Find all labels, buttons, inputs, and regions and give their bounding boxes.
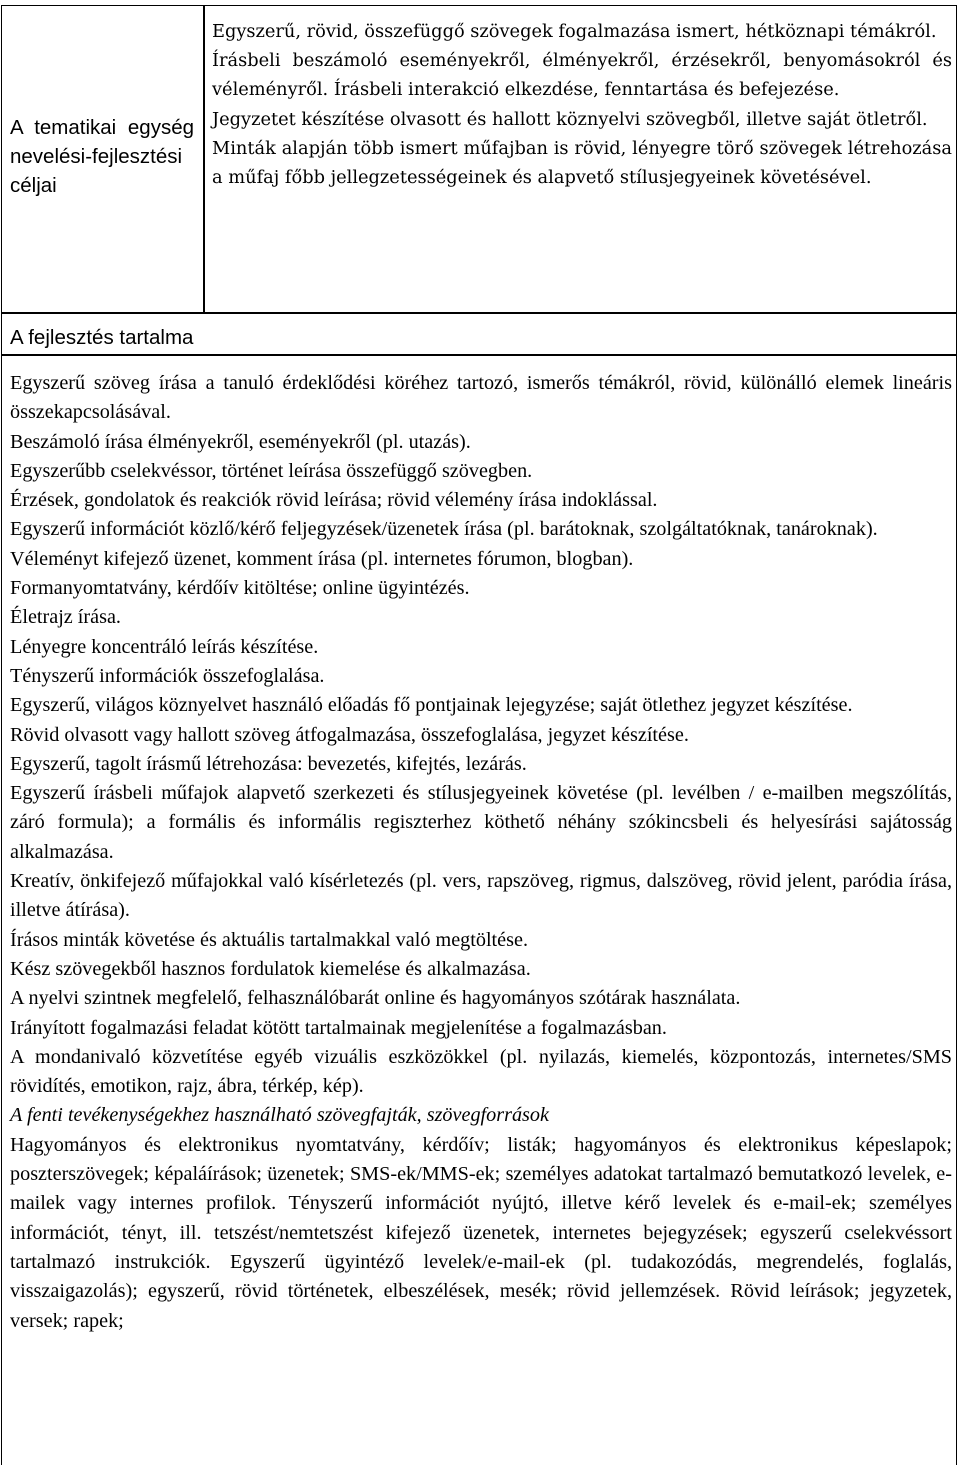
content-cell bbox=[10, 369, 952, 1336]
content-item: Egyszerű írásbeli műfajok alapvető szerkezeti és stílusjegyeinek követése (pl. levélben / e-mailben megszólítás, záró formula); a formális és informális regiszterhez köthető néhány szókincsbeli és helyesírási sajátosság alkalmazása. bbox=[10, 782, 952, 863]
content-item: Tényszerű információk összefoglalása. bbox=[10, 664, 325, 687]
goal-item: Minták alapján több ismert műfajban is rövid, lényegre törő szövegek létrehozása a műfaj főbb jellegzetességeinek és alapvető stílusjegyeinek követésével. bbox=[212, 137, 952, 189]
content-item: Irányított fogalmazási feladat kötött tartalmainak megjelenítése a fogalmazásban. bbox=[10, 1016, 667, 1039]
content-item: Érzések, gondolatok és reakciók rövid leírása; rövid vélemény írása indoklással. bbox=[10, 489, 658, 512]
content-item: Egyszerű szöveg írása a tanuló érdeklődési köréhez tartozó, ismerős témákról, rövid, különálló elemek lineáris összekapcsolásával. bbox=[10, 372, 952, 424]
row-divider-content bbox=[1, 354, 957, 356]
content-item: Írásos minták követése és aktuális tartalmakkal való megtöltése. bbox=[10, 928, 528, 951]
text-types-paragraph: Hagyományos és elektronikus nyomtatvány, kérdőív; listák; hagyományos és elektronikus képeslapok; poszterszövegek; képaláírások; üzenetek; SMS-ek/MMS-ek; személyes adatokat tartalmazó bemutatkozó levelek, e-mailek vagy internes profilok. Tényszerű információt nyújtó, illetve kérő levelek és e-mail-ek; személyes információt, tényt, ill. tetszést/nemtetszést kifejező üzenetek, internetes bejegyzések; egyszerű cselekvéssort tartalmazó instrukciók. Egyszerű ügyintéző levelek/e-mail-ek (pl. tudakozódás, megrendelés, foglalás, visszaigazolás); egyszerű, rövid történetek, elbeszélések, mesék; rövid jellemzések. Rövid leírások; jegyzetek, versek; rapek; bbox=[10, 1133, 952, 1332]
text-types-heading: A fenti tevékenységekhez használható szövegfajták, szövegforrások bbox=[10, 1104, 549, 1127]
goal-item: Egyszerű, rövid, összefüggő szövegek fogalmazása ismert, hétköznapi témákról. bbox=[212, 21, 937, 42]
column-divider bbox=[203, 5, 205, 313]
content-item: Egyszerű, világos köznyelvet használó előadás fő pontjainak lejegyzése; saját ötlethez jegyzet készítése. bbox=[10, 694, 853, 717]
content-item: Kész szövegekből hasznos fordulatok kiemelése és alkalmazása. bbox=[10, 957, 531, 980]
content-item: A mondanivaló közvetítése egyéb vizuális eszközökkel (pl. nyilazás, kiemelés, központozás, internetes/SMS rövidítés, emotikon, rajz, ábra, térkép, kép). bbox=[10, 1045, 952, 1098]
content-item: Beszámoló írása élményekről, eseményekről (pl. utazás). bbox=[10, 430, 471, 453]
content-item: Életrajz írása. bbox=[10, 606, 121, 629]
content-item: Egyszerű, tagolt írásmű létrehozása: bevezetés, kifejtés, lezárás. bbox=[10, 752, 527, 775]
content-item: Kreatív, önkifejező műfajokkal való kísérletezés (pl. vers, rapszöveg, rigmus, dalszöveg, rövid jelent, paródia írása, illetve átírása). bbox=[10, 870, 952, 922]
content-item: Lényegre koncentráló leírás készítése. bbox=[10, 635, 319, 658]
content-item: Véleményt kifejező üzenet, komment írása (pl. internetes fórumon, blogban). bbox=[10, 547, 634, 570]
row-divider-goals bbox=[1, 312, 957, 314]
content-item: A nyelvi szintnek megfelelő, felhasználóbarát online és hagyományos szótárak használata. bbox=[10, 987, 741, 1010]
goals-label: A tematikai egység nevelési-fejlesztési céljai bbox=[10, 116, 194, 197]
content-item: Formanyomtatvány, kérdőív kitöltése; online ügyintézés. bbox=[10, 577, 470, 600]
goal-item: Jegyzetet készítése olvasott és hallott köznyelvi szövegből, illetve saját ötletről. bbox=[212, 108, 928, 130]
content-item: Egyszerű információt közlő/kérő feljegyzések/üzenetek írása (pl. barátoknak, szolgáltatóknak, tanároknak). bbox=[10, 518, 878, 541]
goal-item: Írásbeli beszámoló eseményekről, élményekről, érzésekről, benyomásokról és véleményről. Írásbeli interakció elkezdése, fenntartása és befejezése. bbox=[212, 50, 952, 101]
goals-cell bbox=[212, 17, 952, 192]
content-item: Rövid olvasott vagy hallott szöveg átfogalmazása, összefoglalása, jegyzet készítése. bbox=[10, 723, 689, 746]
content-item: Egyszerűbb cselekvéssor, történet leírása összefüggő szövegben. bbox=[10, 459, 533, 482]
content-label: A fejlesztés tartalma bbox=[10, 326, 194, 349]
